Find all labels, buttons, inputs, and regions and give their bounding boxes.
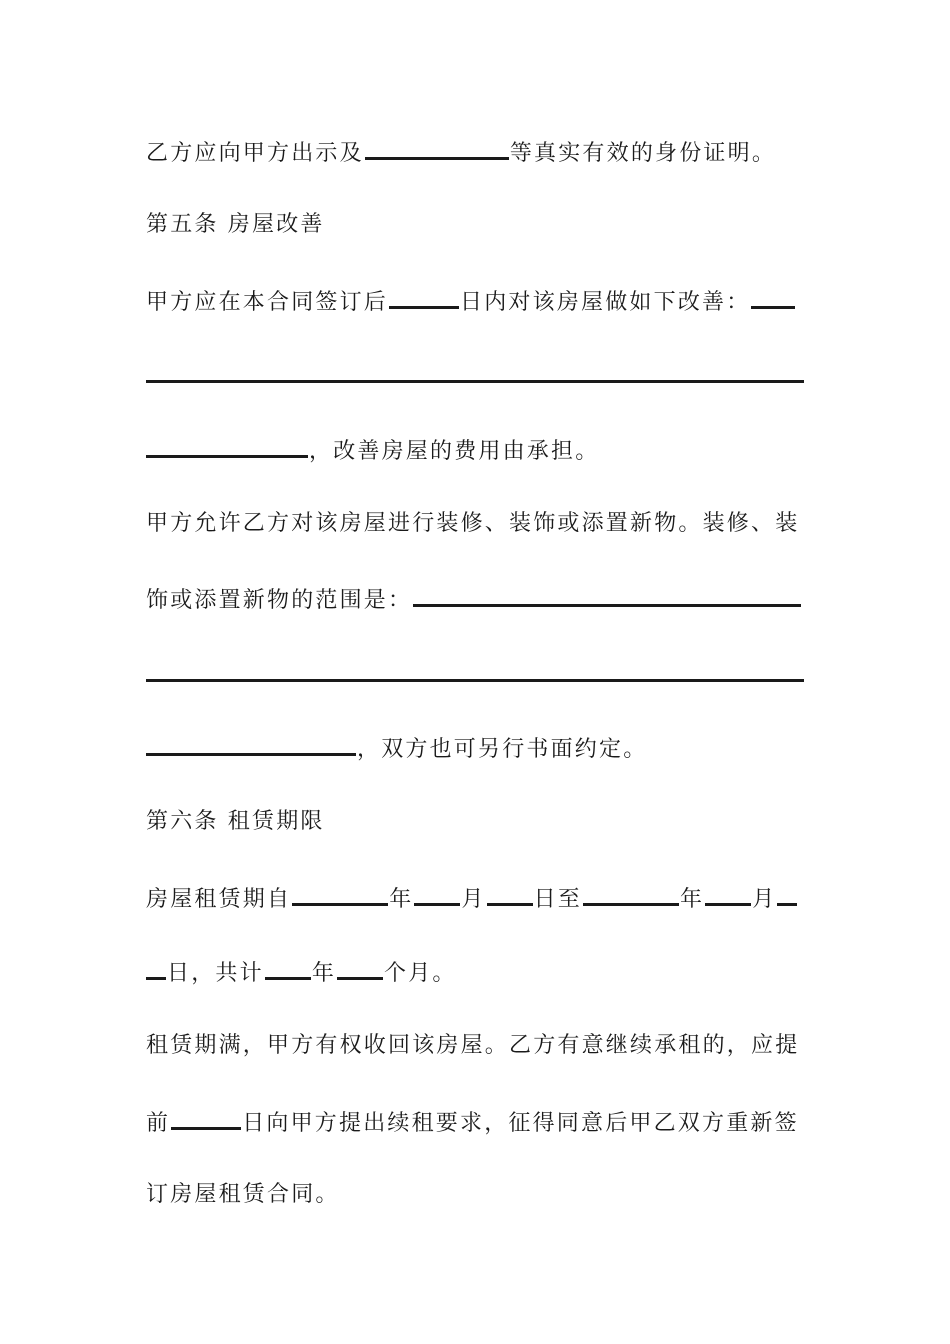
article-5-heading [146, 205, 806, 245]
section-heading: 第六条 租赁期限 [146, 809, 325, 834]
text-segment: 等真实有效的身份证明。 [509, 141, 777, 166]
text-segment: ，改善房屋的费用由承担。 [309, 439, 600, 464]
text-segment: 日向甲方提出续租要求，征得同意后甲乙双方重新签 [242, 1111, 799, 1136]
blank-field[interactable] [389, 280, 459, 309]
blank-field[interactable] [265, 951, 311, 980]
text-segment: 个月。 [384, 961, 457, 986]
blank-field[interactable] [487, 877, 533, 906]
text-segment: 日内对该房屋做如下改善： [460, 290, 751, 315]
text-segment: 乙方应向甲方出示及 [146, 141, 364, 166]
text-segment: 订房屋租赁合同。 [146, 1182, 340, 1207]
lease-duration-line [146, 951, 806, 991]
renewal-request-line [146, 1101, 806, 1141]
text-segment: 日，共计 [167, 961, 264, 986]
blank-field[interactable] [146, 727, 356, 756]
blank-field[interactable] [146, 429, 308, 458]
blank-field[interactable] [146, 653, 804, 682]
blank-field[interactable] [292, 877, 388, 906]
lease-expiry-line [146, 1026, 806, 1066]
blank-field[interactable] [413, 578, 801, 607]
text-segment: 房屋租赁期自 [146, 887, 292, 912]
text-segment: 年 [311, 961, 337, 986]
blank-field[interactable] [146, 354, 804, 383]
text-segment: 饰或添置新物的范围是： [146, 588, 413, 613]
text-segment: ，双方也可另行书面约定。 [357, 737, 648, 762]
text-segment: 租赁期满，甲方有权收回该房屋。乙方有意继续承租的，应提 [146, 1033, 800, 1058]
decoration-blank-line [146, 653, 806, 693]
decoration-permission-line [146, 504, 806, 544]
text-segment: 月 [752, 887, 777, 912]
text-segment: 年 [680, 887, 705, 912]
improvement-line [146, 280, 806, 320]
blank-field[interactable] [365, 131, 509, 160]
text-segment: 年 [389, 887, 414, 912]
text-segment: 甲方应在本合同签订后 [146, 290, 389, 315]
blank-field[interactable] [705, 877, 751, 906]
blank-field[interactable] [751, 280, 795, 309]
improvement-cost-line [146, 429, 806, 469]
text-segment: 日至 [533, 887, 583, 912]
renewal-contract-line [146, 1175, 806, 1215]
text-segment: 月 [461, 887, 486, 912]
improvement-blank-line [146, 354, 806, 394]
decoration-scope-line [146, 578, 806, 618]
blank-field[interactable] [777, 877, 797, 906]
text-segment: 前 [146, 1111, 171, 1136]
blank-field[interactable] [146, 951, 166, 980]
blank-field[interactable] [171, 1101, 241, 1130]
section-heading: 第五条 房屋改善 [146, 212, 325, 237]
blank-field[interactable] [583, 877, 679, 906]
decoration-agreement-line [146, 727, 806, 767]
blank-field[interactable] [414, 877, 460, 906]
article-6-heading [146, 802, 806, 842]
lease-term-line [146, 877, 806, 917]
blank-field[interactable] [337, 951, 383, 980]
text-segment: 甲方允许乙方对该房屋进行装修、装饰或添置新物。装修、装 [146, 511, 800, 536]
identity-proof-line [146, 131, 806, 171]
